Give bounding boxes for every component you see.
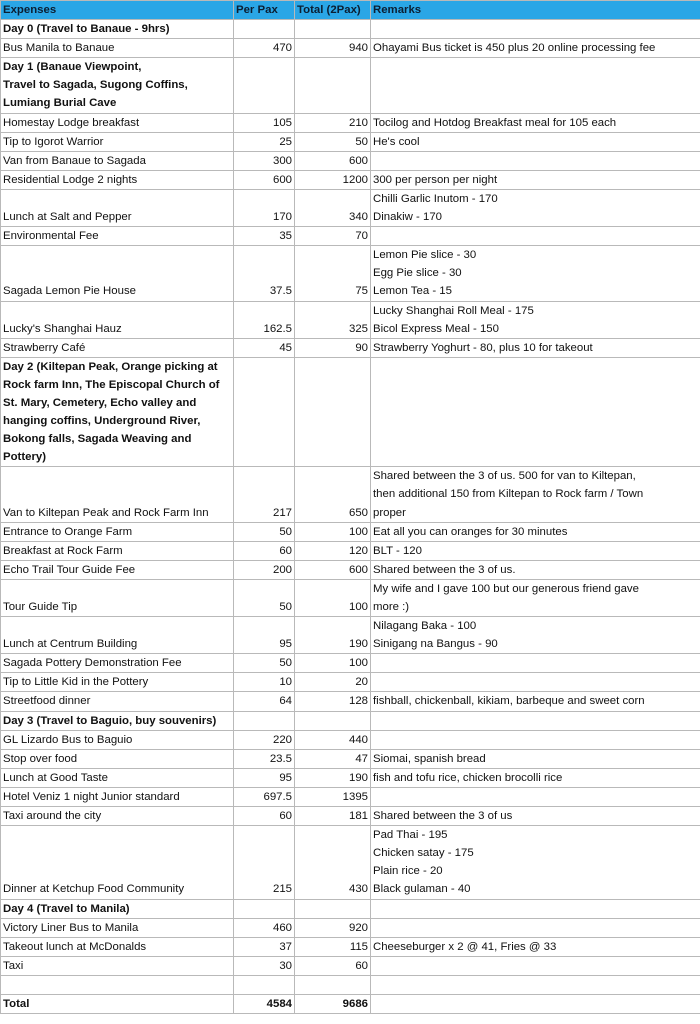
total-cell[interactable]: 120 [295, 541, 371, 560]
per-pax-cell[interactable]: 170 [234, 189, 295, 226]
per-pax-cell[interactable]: 50 [234, 579, 295, 616]
table-row [1, 617, 700, 654]
table-row [1, 541, 700, 560]
remarks-cell[interactable]: Chilli Garlic Inutom - 170 Dinakiw - 170 [371, 189, 700, 226]
remarks-cell[interactable] [371, 994, 700, 1013]
empty-expense-cell[interactable] [1, 975, 234, 994]
expense-cell[interactable]: Entrance to Orange Farm [1, 522, 234, 541]
expense-cell[interactable]: Environmental Fee [1, 227, 234, 246]
empty-per-pax-cell[interactable] [234, 20, 295, 39]
day-title-cell[interactable]: Day 2 (Kiltepan Peak, Orange picking at Rock farm Inn, The Episcopal Church of St. Mary, Cemetery, Echo valley and hanging coffins, Underground River, Bokong falls, Sagada Weaving and Pottery) [1, 357, 234, 467]
expense-cell[interactable]: Dinner at Ketchup Food Community [1, 826, 234, 899]
table-row [1, 338, 700, 357]
total-cell[interactable]: 128 [295, 692, 371, 711]
per-pax-cell[interactable]: 162.5 [234, 301, 295, 338]
table-row [1, 787, 700, 806]
expense-cell[interactable]: Bus Manila to Banaue [1, 39, 234, 58]
table-row [1, 170, 700, 189]
empty-total-cell[interactable] [295, 20, 371, 39]
day-title-cell[interactable]: Day 1 (Banaue Viewpoint, Travel to Sagada, Sugong Coffins, Lumiang Burial Cave [1, 58, 234, 113]
total-cell[interactable]: 100 [295, 579, 371, 616]
total-cell[interactable]: 325 [295, 301, 371, 338]
empty-remarks-cell[interactable] [371, 357, 700, 467]
table-row [1, 151, 700, 170]
remarks-cell[interactable] [371, 151, 700, 170]
expense-cell[interactable]: Lunch at Centrum Building [1, 617, 234, 654]
per-pax-cell[interactable]: 460 [234, 918, 295, 937]
empty-remarks-cell[interactable] [371, 20, 700, 39]
expense-cell[interactable]: Homestay Lodge breakfast [1, 113, 234, 132]
day-title-cell[interactable]: Day 3 (Travel to Baguio, buy souvenirs) [1, 711, 234, 730]
expense-cell[interactable]: Takeout lunch at McDonalds [1, 937, 234, 956]
total-cell[interactable]: 340 [295, 189, 371, 226]
per-pax-cell[interactable]: 60 [234, 541, 295, 560]
remarks-cell[interactable]: fish and tofu rice, chicken brocolli rice [371, 768, 700, 787]
total-cell[interactable]: 100 [295, 522, 371, 541]
remarks-cell[interactable]: 300 per person per night [371, 170, 700, 189]
per-pax-cell[interactable]: 10 [234, 673, 295, 692]
expense-cell[interactable]: Stop over food [1, 749, 234, 768]
per-pax-cell[interactable]: 215 [234, 826, 295, 899]
per-pax-cell[interactable]: 30 [234, 956, 295, 975]
table-row [1, 692, 700, 711]
remarks-cell[interactable] [371, 673, 700, 692]
table-row [1, 654, 700, 673]
remarks-cell[interactable]: Strawberry Yoghurt - 80, plus 10 for takeout [371, 338, 700, 357]
per-pax-cell[interactable]: 23.5 [234, 749, 295, 768]
remarks-cell[interactable]: Lucky Shanghai Roll Meal - 175 Bicol Express Meal - 150 [371, 301, 700, 338]
total-cell[interactable]: 430 [295, 826, 371, 899]
table-row [1, 189, 700, 226]
remarks-cell[interactable] [371, 227, 700, 246]
total-cell[interactable]: 650 [295, 467, 371, 522]
empty-total-cell[interactable] [295, 975, 371, 994]
total-cell[interactable]: 90 [295, 338, 371, 357]
total-cell[interactable]: 190 [295, 617, 371, 654]
empty-remarks-cell[interactable] [371, 975, 700, 994]
table-row [1, 673, 700, 692]
total-cell[interactable]: 60 [295, 956, 371, 975]
expense-cell[interactable]: Sagada Pottery Demonstration Fee [1, 654, 234, 673]
day-header-row [1, 58, 700, 113]
total-cell[interactable]: 181 [295, 807, 371, 826]
table-row [1, 301, 700, 338]
expense-cell[interactable]: Lunch at Good Taste [1, 768, 234, 787]
remarks-cell[interactable] [371, 918, 700, 937]
per-pax-cell[interactable]: 300 [234, 151, 295, 170]
remarks-cell[interactable]: Eat all you can oranges for 30 minutes [371, 522, 700, 541]
table-row [1, 826, 700, 899]
total-cell[interactable]: 50 [295, 132, 371, 151]
total-cell[interactable]: 1395 [295, 787, 371, 806]
day-header-row [1, 899, 700, 918]
table-row [1, 522, 700, 541]
table-row [1, 768, 700, 787]
expense-cell[interactable]: Hotel Veniz 1 night Junior standard [1, 787, 234, 806]
expense-cell[interactable]: Sagada Lemon Pie House [1, 246, 234, 301]
remarks-cell[interactable]: Tocilog and Hotdog Breakfast meal for 105 each [371, 113, 700, 132]
total-cell[interactable]: 9686 [295, 994, 371, 1013]
total-cell[interactable]: 1200 [295, 170, 371, 189]
expense-cell[interactable]: Strawberry Café [1, 338, 234, 357]
empty-total-cell[interactable] [295, 58, 371, 113]
table-row [1, 467, 700, 522]
empty-per-pax-cell[interactable] [234, 357, 295, 467]
table-row [1, 113, 700, 132]
empty-remarks-cell[interactable] [371, 711, 700, 730]
per-pax-cell[interactable]: 37.5 [234, 246, 295, 301]
empty-remarks-cell[interactable] [371, 899, 700, 918]
remarks-cell[interactable]: Cheeseburger x 2 @ 41, Fries @ 33 [371, 937, 700, 956]
day-title-cell[interactable]: Day 4 (Travel to Manila) [1, 899, 234, 918]
day-header-row [1, 357, 700, 467]
blank-row [1, 975, 700, 994]
remarks-cell[interactable] [371, 730, 700, 749]
per-pax-cell[interactable]: 697.5 [234, 787, 295, 806]
expense-cell[interactable]: Total [1, 994, 234, 1013]
expense-cell[interactable]: Tip to Igorot Warrior [1, 132, 234, 151]
header-expenses[interactable]: Expenses [1, 1, 234, 20]
table-row [1, 39, 700, 58]
remarks-cell[interactable] [371, 787, 700, 806]
remarks-cell[interactable]: BLT - 120 [371, 541, 700, 560]
total-cell[interactable]: 600 [295, 151, 371, 170]
per-pax-cell[interactable]: 60 [234, 807, 295, 826]
expense-cell[interactable]: Van from Banaue to Sagada [1, 151, 234, 170]
table-row [1, 227, 700, 246]
remarks-cell[interactable]: My wife and I gave 100 but our generous friend gave more :) [371, 579, 700, 616]
header-row [1, 1, 700, 20]
remarks-cell[interactable]: Shared between the 3 of us. [371, 560, 700, 579]
remarks-cell[interactable]: Lemon Pie slice - 30 Egg Pie slice - 30 Lemon Tea - 15 [371, 246, 700, 301]
remarks-cell[interactable]: Siomai, spanish bread [371, 749, 700, 768]
per-pax-cell[interactable]: 64 [234, 692, 295, 711]
per-pax-cell[interactable]: 470 [234, 39, 295, 58]
total-cell[interactable]: 70 [295, 227, 371, 246]
total-cell[interactable]: 190 [295, 768, 371, 787]
total-cell[interactable]: 47 [295, 749, 371, 768]
table-row [1, 730, 700, 749]
total-cell[interactable]: 115 [295, 937, 371, 956]
empty-per-pax-cell[interactable] [234, 711, 295, 730]
expense-cell[interactable]: GL Lizardo Bus to Baguio [1, 730, 234, 749]
empty-total-cell[interactable] [295, 357, 371, 467]
header-remarks[interactable]: Remarks [371, 1, 700, 20]
header-per-pax[interactable]: Per Pax [234, 1, 295, 20]
per-pax-cell[interactable]: 105 [234, 113, 295, 132]
per-pax-cell[interactable]: 35 [234, 227, 295, 246]
table-row [1, 560, 700, 579]
per-pax-cell[interactable]: 217 [234, 467, 295, 522]
remarks-cell[interactable]: Nilagang Baka - 100 Sinigang na Bangus - 90 [371, 617, 700, 654]
per-pax-cell[interactable]: 600 [234, 170, 295, 189]
per-pax-cell[interactable]: 50 [234, 522, 295, 541]
remarks-cell[interactable]: fishball, chickenball, kikiam, barbeque and sweet corn [371, 692, 700, 711]
per-pax-cell[interactable]: 45 [234, 338, 295, 357]
table-row [1, 246, 700, 301]
per-pax-cell[interactable]: 4584 [234, 994, 295, 1013]
per-pax-cell[interactable]: 220 [234, 730, 295, 749]
expense-cell[interactable]: Taxi around the city [1, 807, 234, 826]
expense-cell[interactable]: Tip to Little Kid in the Pottery [1, 673, 234, 692]
expense-cell[interactable]: Tour Guide Tip [1, 579, 234, 616]
empty-total-cell[interactable] [295, 899, 371, 918]
empty-per-pax-cell[interactable] [234, 975, 295, 994]
per-pax-cell[interactable]: 37 [234, 937, 295, 956]
table-row [1, 937, 700, 956]
remarks-cell[interactable]: Shared between the 3 of us. 500 for van to Kiltepan, then additional 150 from Kiltepan to Rock farm / Town proper [371, 467, 700, 522]
total-cell[interactable]: 100 [295, 654, 371, 673]
total-cell[interactable]: 920 [295, 918, 371, 937]
day-header-row [1, 20, 700, 39]
expense-cell[interactable]: Residential Lodge 2 nights [1, 170, 234, 189]
table-body [1, 20, 700, 1014]
day-title-cell[interactable]: Day 0 (Travel to Banaue - 9hrs) [1, 20, 234, 39]
table-row [1, 579, 700, 616]
expense-cell[interactable]: Lunch at Salt and Pepper [1, 189, 234, 226]
remarks-cell[interactable]: Ohayami Bus ticket is 450 plus 20 online processing fee [371, 39, 700, 58]
expense-cell[interactable]: Lucky's Shanghai Hauz [1, 301, 234, 338]
total-cell[interactable]: 20 [295, 673, 371, 692]
expense-cell[interactable]: Victory Liner Bus to Manila [1, 918, 234, 937]
expense-cell[interactable]: Echo Trail Tour Guide Fee [1, 560, 234, 579]
empty-remarks-cell[interactable] [371, 58, 700, 113]
total-cell[interactable]: 75 [295, 246, 371, 301]
empty-total-cell[interactable] [295, 711, 371, 730]
table-row [1, 132, 700, 151]
remarks-cell[interactable] [371, 956, 700, 975]
table-row [1, 918, 700, 937]
expense-cell[interactable]: Streetfood dinner [1, 692, 234, 711]
total-cell[interactable]: 210 [295, 113, 371, 132]
per-pax-cell[interactable]: 95 [234, 768, 295, 787]
expense-cell[interactable]: Breakfast at Rock Farm [1, 541, 234, 560]
expense-cell[interactable]: Van to Kiltepan Peak and Rock Farm Inn [1, 467, 234, 522]
empty-per-pax-cell[interactable] [234, 58, 295, 113]
table-row [1, 956, 700, 975]
remarks-cell[interactable]: He's cool [371, 132, 700, 151]
per-pax-cell[interactable]: 25 [234, 132, 295, 151]
per-pax-cell[interactable]: 95 [234, 617, 295, 654]
total-cell[interactable]: 600 [295, 560, 371, 579]
remarks-cell[interactable]: Pad Thai - 195 Chicken satay - 175 Plain rice - 20 Black gulaman - 40 [371, 826, 700, 899]
table-row [1, 749, 700, 768]
remarks-cell[interactable] [371, 654, 700, 673]
total-cell[interactable]: 940 [295, 39, 371, 58]
remarks-cell[interactable]: Shared between the 3 of us [371, 807, 700, 826]
per-pax-cell[interactable]: 50 [234, 654, 295, 673]
total-row [1, 994, 700, 1013]
total-cell[interactable]: 440 [295, 730, 371, 749]
per-pax-cell[interactable]: 200 [234, 560, 295, 579]
header-total[interactable]: Total (2Pax) [295, 1, 371, 20]
table-row [1, 807, 700, 826]
empty-per-pax-cell[interactable] [234, 899, 295, 918]
day-header-row [1, 711, 700, 730]
expense-cell[interactable]: Taxi [1, 956, 234, 975]
